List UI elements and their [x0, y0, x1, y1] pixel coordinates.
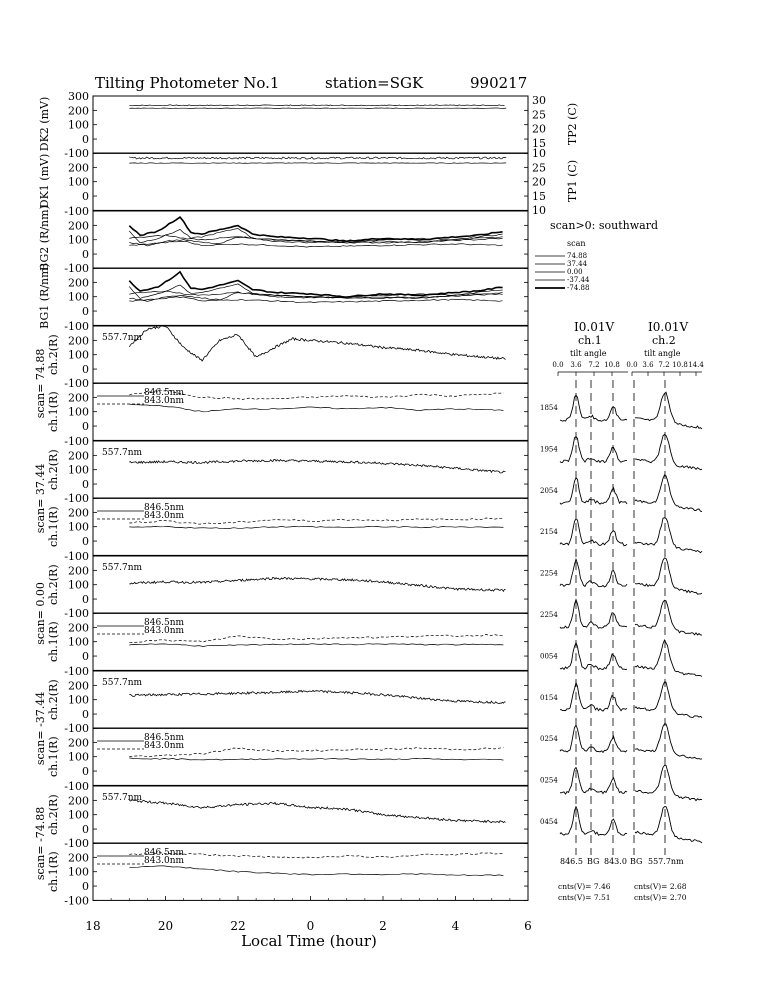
y-tick-label: 200 [68, 564, 89, 578]
x-tick-label: 6 [524, 919, 532, 933]
label-846: 846.5nm [144, 733, 185, 743]
spectra-label-557: 557.7nm [648, 857, 684, 866]
x-tick-label: 2 [379, 919, 387, 933]
tp1-axis-label: TP1 (C) [566, 159, 579, 203]
bg2-axis-label: BG2 (R/nm) [38, 205, 51, 271]
y-tick-label: 0 [82, 708, 89, 722]
y-tick-label: 200 [68, 621, 89, 635]
label-557: 557.7nm [102, 563, 143, 573]
y-tick-label: 100 [68, 405, 89, 419]
ch1-846-line [129, 644, 503, 647]
ch2-axis-label: ch.2(R) [47, 679, 60, 721]
y-tick-label: 100 [68, 175, 89, 189]
date-label: 990217 [470, 74, 528, 92]
ch1-tilt-tick-label: 7.2 [588, 361, 600, 369]
tp2-tick-label: 20 [532, 122, 546, 136]
label-846: 846.5nm [144, 388, 185, 398]
legend-title: scan>0: southward [550, 219, 658, 232]
panel-frame [93, 96, 528, 153]
ch1-843-line [129, 748, 503, 757]
spectra-label-bg1: BG [587, 857, 600, 866]
y-tick-label: 200 [68, 679, 89, 693]
label-843: 843.0nm [144, 626, 185, 636]
x-axis-label: Local Time (hour) [241, 932, 377, 950]
y-tick-label: 0 [82, 478, 89, 492]
spectra-time-label: 0254 [540, 735, 558, 744]
y-tick-label: 100 [68, 750, 89, 764]
ch1-cnts-2: cnts(V)= 7.51 [558, 893, 611, 902]
spectra-label-846: 846.5 [560, 857, 583, 866]
ch1-spectrum [560, 478, 627, 505]
ch1-846-line [129, 866, 503, 876]
spectra-time-label: 1854 [540, 404, 558, 412]
ch1-scale-label: I0.01V [574, 320, 615, 334]
y-tick-label: -100 [64, 147, 89, 160]
ch1-spectrum [560, 683, 627, 712]
y-tick-label: 0 [82, 420, 89, 434]
ch2-title: ch.2 [652, 334, 676, 347]
ch1-axis-label: ch.1(R) [47, 851, 60, 893]
panel-frame [93, 671, 528, 728]
y-tick-label: -100 [64, 722, 89, 735]
ch2-tilt-tick-label: 10.8 [672, 361, 688, 369]
ch1-spectrum [560, 768, 627, 795]
ch1-tilt-tick-label: 3.6 [570, 361, 582, 369]
tp1-tick-label: 10 [532, 204, 546, 218]
dk2-axis-label: DK2 (mV) [38, 96, 51, 152]
ch2-axis-label: ch.2(R) [47, 564, 60, 606]
tp2-tick-label: 15 [532, 136, 546, 150]
ch1-spectrum [560, 725, 627, 752]
ch1-axis-label: ch.1(R) [47, 391, 60, 433]
y-tick-label: 100 [68, 808, 89, 822]
panel-frame [93, 786, 528, 843]
y-tick-label: 100 [68, 578, 89, 592]
bg-series-line [129, 272, 502, 297]
y-tick-label: 100 [68, 348, 89, 362]
legend-entry: 74.88 [567, 252, 588, 260]
y-tick-label: -100 [64, 837, 89, 850]
legend-entry: -37.44 [567, 276, 590, 284]
x-tick-label: 20 [157, 919, 174, 933]
label-843: 843.0nm [144, 396, 185, 406]
bg-series-line [129, 217, 502, 241]
tp2-axis-label: TP2 (C) [566, 102, 579, 146]
ch1-axis-label: ch.1(R) [47, 506, 60, 548]
spectra-time-label: 2154 [540, 528, 558, 537]
label-557: 557.7nm [102, 333, 143, 343]
y-tick-label: 0 [82, 363, 89, 377]
y-tick-label: -100 [64, 780, 89, 793]
ch2-557-line [129, 577, 505, 591]
y-tick-label: -100 [64, 550, 89, 563]
y-tick-label: -100 [64, 205, 89, 218]
ch2-spectrum [635, 600, 702, 635]
y-tick-label: 100 [68, 520, 89, 534]
label-846: 846.5nm [144, 503, 185, 513]
ch1-846-line [129, 758, 503, 760]
ch2-axis-label: ch.2(R) [47, 449, 60, 491]
y-tick-label: 100 [68, 693, 89, 707]
ch2-cnts-2: cnts(V)= 2.70 [634, 893, 687, 902]
y-tick-label: 0 [82, 823, 89, 837]
ch1-846-line [129, 404, 503, 412]
y-tick-label: 0 [82, 650, 89, 664]
y-tick-label: 200 [68, 794, 89, 808]
label-843: 843.0nm [144, 511, 185, 521]
ch1-843-line [129, 634, 503, 642]
x-tick-label: 22 [230, 919, 246, 933]
legend-header: scan [567, 239, 586, 248]
y-tick-label: 200 [68, 276, 89, 290]
scan-label: scan= -74.88 [34, 806, 47, 881]
ch1-title: ch.1 [578, 334, 602, 347]
y-tick-label: -100 [64, 262, 89, 275]
ch1-axis-label: ch.1(R) [47, 621, 60, 663]
station-label: station=SGK [325, 74, 424, 92]
label-557: 557.7nm [102, 448, 143, 458]
dk1-axis-label: DK1 (mV) [38, 153, 51, 209]
ch2-557-line [129, 326, 505, 361]
y-tick-label: 200 [68, 104, 89, 118]
y-tick-label: -100 [64, 492, 89, 505]
y-tick-label: -100 [64, 377, 89, 390]
y-tick-label: 100 [68, 233, 89, 247]
ch2-tilt-tick-label: 0.0 [626, 361, 638, 369]
scan-label: scan= -37.44 [34, 691, 47, 766]
legend-entry: -74.88 [567, 284, 590, 292]
y-tick-label: 200 [68, 449, 89, 463]
panel-frame [93, 556, 528, 613]
x-tick-label: 0 [306, 919, 315, 933]
ch1-spectrum [560, 643, 627, 670]
y-tick-label: 100 [68, 290, 89, 304]
ch2-spectrum [635, 682, 702, 718]
y-tick-label: 200 [68, 161, 89, 175]
ch2-spectrum [635, 640, 702, 676]
ch2-spectrum [635, 765, 702, 800]
ch2-spectrum [635, 475, 702, 512]
y-tick-label: 0 [82, 190, 89, 204]
ch2-557-line [129, 690, 505, 703]
ch2-tilt-label: tilt angle [644, 349, 681, 358]
ch1-spectrum [560, 559, 627, 587]
y-tick-label: 300 [68, 90, 89, 103]
panel-frame [93, 153, 528, 210]
ch2-spectrum [635, 807, 702, 843]
ch2-spectrum [635, 518, 702, 553]
dk2-line [129, 105, 504, 106]
y-tick-label: 100 [68, 118, 89, 132]
y-tick-label: 100 [68, 865, 89, 879]
ch1-tilt-tick-label: 10.8 [604, 361, 620, 369]
scan-label: scan= 0.00 [34, 582, 47, 645]
spectra-time-label: 2254 [540, 569, 558, 578]
y-tick-label: -100 [64, 894, 89, 908]
tp2-tick-label: 25 [532, 108, 546, 122]
legend-entry: 37.44 [567, 260, 588, 268]
y-tick-label: 0 [82, 535, 89, 549]
chart-title: Tilting Photometer No.1 [95, 74, 280, 92]
ch1-axis-label: ch.1(R) [47, 736, 60, 778]
ch1-tilt-label: tilt angle [570, 349, 607, 358]
label-846: 846.5nm [144, 848, 185, 858]
ch2-tilt-tick-label: 3.6 [642, 361, 654, 369]
ch1-843-line [129, 853, 503, 858]
y-tick-label: -100 [64, 320, 89, 333]
spectra-time-label: 0054 [540, 652, 558, 661]
ch1-846-line [129, 526, 503, 528]
ch2-axis-label: ch.2(R) [47, 794, 60, 836]
y-tick-label: 0 [82, 133, 89, 147]
y-tick-label: 0 [82, 765, 89, 779]
label-557: 557.7nm [102, 678, 143, 688]
spectra-time-label: 2254 [540, 611, 558, 619]
y-tick-label: 200 [68, 219, 89, 233]
ch2-557-line [129, 459, 505, 473]
ch2-spectrum [635, 392, 702, 429]
x-tick-label: 4 [451, 919, 460, 933]
y-tick-label: -100 [64, 665, 89, 678]
ch2-spectrum [635, 558, 702, 594]
y-tick-label: 0 [82, 305, 89, 319]
label-557: 557.7nm [102, 793, 143, 803]
spectra-time-label: 0454 [540, 818, 558, 826]
ch1-spectrum [560, 437, 627, 463]
ch1-cnts-1: cnts(V)= 7.46 [558, 882, 611, 891]
ch2-scale-label: I0.01V [648, 320, 689, 334]
ch2-557-line [129, 800, 505, 823]
ch1-spectrum [560, 600, 627, 629]
ch1-843-line [129, 518, 503, 524]
spectra-time-label: 2054 [540, 486, 558, 495]
y-tick-label: 100 [68, 635, 89, 649]
x-tick-label: 18 [85, 919, 101, 933]
ch2-axis-label: ch.2(R) [47, 334, 60, 376]
tp1-tick-label: 15 [532, 189, 546, 203]
y-tick-label: 100 [68, 463, 89, 477]
spectra-time-label: 0254 [540, 776, 558, 785]
y-tick-label: 200 [68, 851, 89, 865]
label-843: 843.0nm [144, 856, 185, 866]
spectra-label-843: 843.0 [604, 857, 627, 866]
spectra-label-bg2: BG [630, 857, 643, 866]
ch1-spectrum [560, 395, 627, 421]
spectra-time-label: 0154 [540, 693, 558, 702]
y-tick-label: -100 [64, 435, 89, 448]
scan-label: scan= 74.88 [34, 348, 47, 419]
ch1-843-line [129, 390, 503, 400]
ch1-spectrum [560, 519, 627, 546]
y-tick-label: 0 [82, 248, 89, 262]
label-846: 846.5nm [144, 618, 185, 628]
panel-frame [93, 326, 528, 383]
label-843: 843.0nm [144, 741, 185, 751]
ch2-tilt-tick-label: 7.2 [658, 361, 670, 369]
y-tick-label: 200 [68, 736, 89, 750]
dk1-line [129, 157, 506, 159]
tp1-tick-label: 20 [532, 175, 546, 189]
legend-entry: 0.00 [567, 268, 583, 276]
y-tick-label: 200 [68, 506, 89, 520]
ch2-spectrum [635, 434, 702, 469]
y-tick-label: 200 [68, 334, 89, 348]
ch1-spectrum [560, 807, 627, 836]
ch1-tilt-tick-label: 0.0 [552, 361, 564, 369]
y-tick-label: 0 [82, 880, 89, 894]
spectra-time-label: 1954 [540, 445, 558, 454]
y-tick-label: 0 [82, 593, 89, 607]
tp1-tick-label: 25 [532, 161, 546, 175]
tp2-tick-label: 10 [532, 147, 546, 160]
ch2-cnts-1: cnts(V)= 2.68 [634, 882, 687, 891]
tp2-tick-label: 30 [532, 94, 546, 107]
y-tick-label: -100 [64, 607, 89, 620]
scan-label: scan= 37.44 [34, 463, 47, 534]
ch2-spectrum [635, 724, 702, 759]
ch2-tilt-tick-label: 14.4 [688, 361, 704, 369]
tp1-line [129, 163, 506, 164]
y-tick-label: 200 [68, 391, 89, 405]
bg1-axis-label: BG1 (R/nm) [38, 263, 51, 329]
